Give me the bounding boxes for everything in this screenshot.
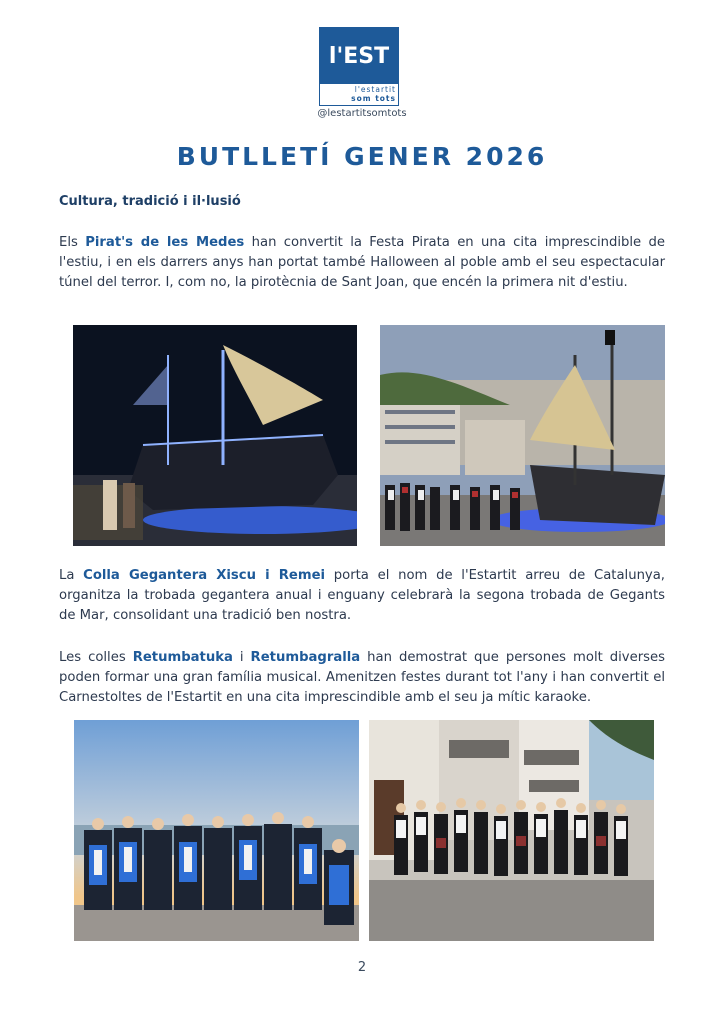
logo-line-1: l'estartit bbox=[354, 85, 396, 94]
photo-group-seafront bbox=[74, 720, 359, 941]
logo-line-2: som tots bbox=[351, 94, 396, 103]
paragraph-retumba: Les colles Retumbatuka i Retumbagralla han demostrat que persones molt diverses poden formar una gran família musical. Amenitzen festes durant tot l'any i han convertit el Carnestoltes de l'Estartit en una cita imprescindible amb el seu ja mític karaoke. bbox=[59, 650, 665, 705]
social-handle: @lestartitsomtots bbox=[317, 108, 407, 119]
paragraph-colla-gegantera: La Colla Gegantera Xiscu i Remei porta el nom de l'Estartit arreu de Catalunya, organitza la trobada gegantera anual i enguany celebrarà la segona trobada de Gegants de Mar, consolidant una tradició ben nostra. bbox=[59, 568, 665, 623]
photo-band-street bbox=[369, 720, 654, 941]
highlight-retumbatuka: Retumbatuka bbox=[132, 650, 233, 665]
logo-brand-text: l'EST bbox=[320, 28, 398, 84]
highlight-colla-gegantera: Colla Gegantera Xiscu i Remei bbox=[83, 568, 326, 583]
paragraph-pirates: Els Pirat's de les Medes han convertit la Festa Pirata en una cita imprescindible de l'estiu, i en els darrers anys han portat també Halloween al poble amb el seu espectacular túnel del terror. I, com no, la pirotècnia de Sant Joan, que encén la primera nit d'estiu. bbox=[59, 235, 665, 290]
photo-pirate-ship-day bbox=[380, 325, 665, 546]
brand-logo bbox=[319, 27, 399, 106]
section-title: Cultura, tradició i il·lusió bbox=[59, 194, 241, 209]
highlight-retumbagralla: Retumbagralla bbox=[250, 650, 361, 665]
page-title: BUTLLETÍ GENER 2026 bbox=[176, 142, 548, 171]
page-number: 2 bbox=[357, 960, 367, 975]
photo-pirate-ship-night bbox=[73, 325, 357, 546]
highlight-pirates: Pirat's de les Medes bbox=[85, 235, 245, 250]
